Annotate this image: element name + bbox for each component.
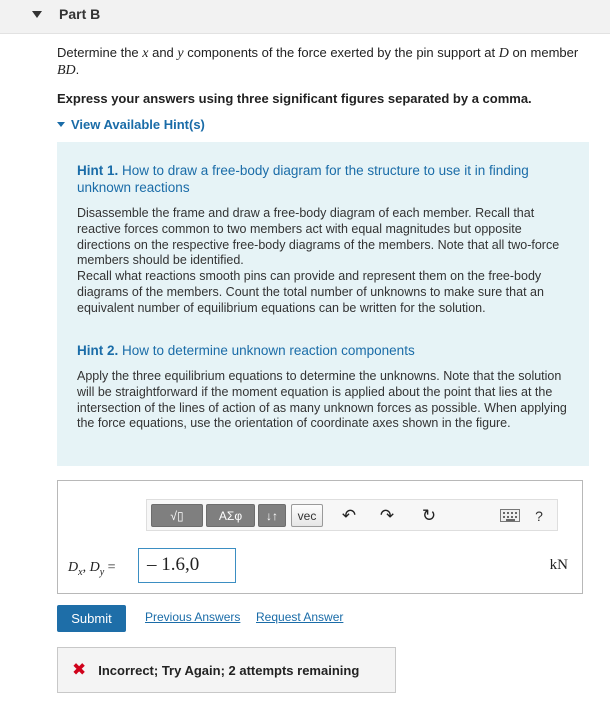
request-answer-link[interactable]: Request Answer — [256, 610, 344, 624]
templates-button[interactable]: √▯ — [151, 504, 203, 527]
answer-label: $D_x$, $D_y$ = — [68, 560, 116, 578]
keyboard-icon[interactable] — [500, 509, 520, 522]
hint-1 — [77, 162, 572, 317]
feedback-banner — [57, 647, 396, 693]
question-text: Determine the x and y components of the force exerted by the pin support at D on member BD. — [57, 45, 579, 78]
greek-symbols-button[interactable]: ΑΣφ — [206, 504, 255, 527]
answer-input[interactable]: – 1.6,0 — [138, 548, 236, 583]
hints-panel — [57, 142, 589, 466]
hint-2-title[interactable]: Hint 2. How to determine unknown reaction components — [77, 343, 415, 358]
part-header[interactable] — [0, 0, 610, 34]
view-hints-label[interactable]: View Available Hint(s) — [71, 117, 205, 132]
unit-label: kN — [549, 557, 568, 573]
answer-instruction: Express your answers using three significant figures separated by a comma. — [57, 91, 532, 106]
math-toolbar — [146, 499, 558, 531]
previous-answers-link[interactable]: Previous Answers — [145, 610, 241, 624]
undo-icon[interactable]: ↶ — [341, 506, 357, 525]
hint-1-title[interactable]: Hint 1. How to draw a free-body diagram for the structure to use it in finding unknown reactions — [77, 163, 529, 195]
hint-1-body: Disassemble the frame and draw a free-body diagram of each member. Recall that reactive forces common to two members act with equal magnitudes but opposite directions on the respective free-body diagrams of the members. Note that all two-force members should be identified. Recall what reactions smooth pins can provide and represent them on the free-body diagrams of the members. Count the total number of unknowns to make sure that an equivalent number of equilibrium equations can be written for the solution. — [77, 206, 560, 315]
feedback-message: Incorrect; Try Again; 2 attempts remaining — [98, 662, 360, 678]
hint-2-body: Apply the three equilibrium equations to determine the unknowns. Note that the solution will be straightforward if the moment equation is applied about the point that lies at the intersection of the lines of action of as many unknown forces as possible. When applying the force equations, use the orientation of coordinate axes shown in the figure. — [77, 369, 567, 431]
reset-icon[interactable]: ↻ — [421, 506, 437, 525]
arrows-button[interactable]: ↓↑ — [258, 504, 286, 527]
incorrect-x-icon: ✖ — [72, 660, 87, 680]
help-button[interactable]: ? — [535, 508, 543, 524]
caret-down-icon — [57, 122, 65, 127]
hint-2 — [77, 342, 572, 432]
submit-button[interactable]: Submit — [57, 605, 126, 632]
redo-icon[interactable]: ↷ — [379, 506, 395, 525]
vector-button[interactable]: vec — [291, 504, 323, 527]
view-hints-toggle[interactable] — [57, 117, 205, 132]
answer-box — [57, 480, 583, 594]
collapse-arrow-icon[interactable] — [32, 11, 42, 18]
part-title: Part B — [59, 6, 101, 22]
